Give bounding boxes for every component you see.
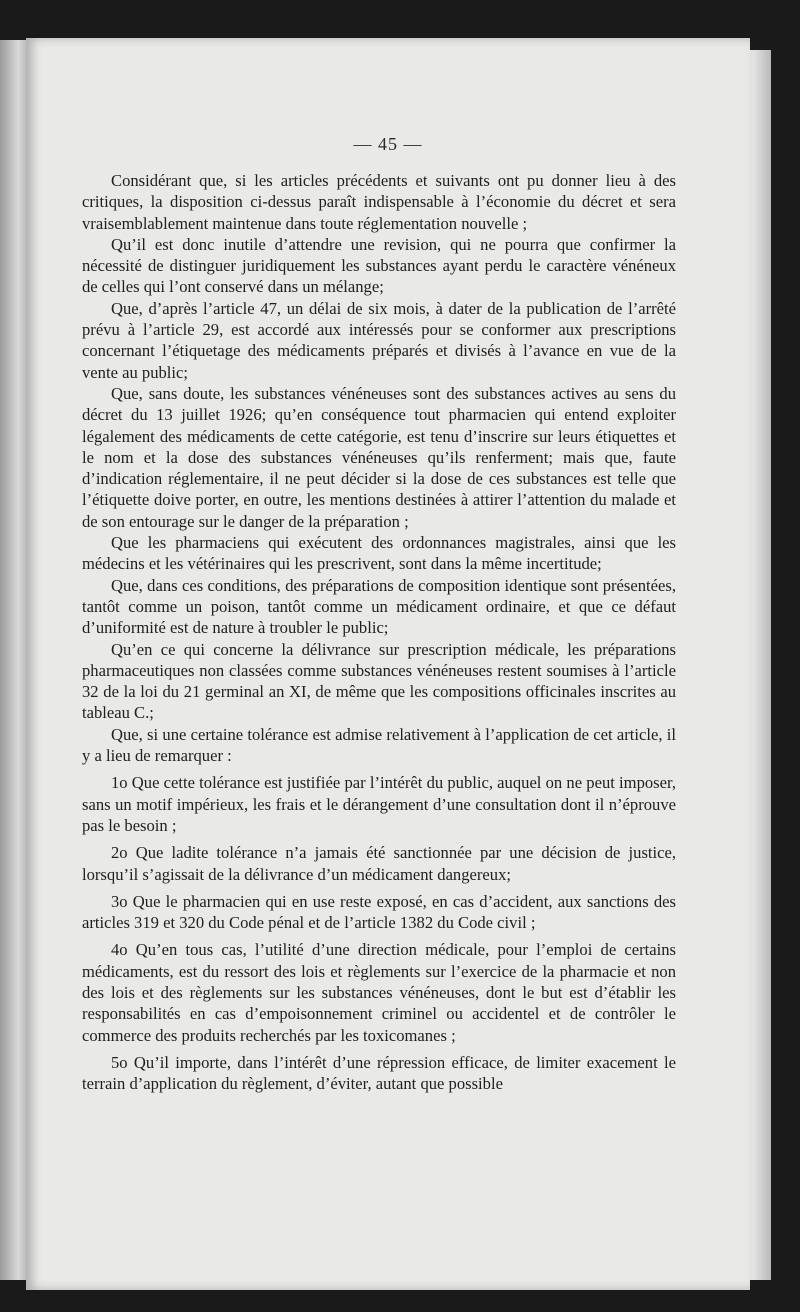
list-item: 5o Qu’il importe, dans l’intérêt d’une répression efficace, de limiter exacement le terrain d’application du règlement, d’éviter, autant que possible <box>82 1052 676 1094</box>
document-page <box>26 38 750 1290</box>
paragraph: Que, si une certaine tolérance est admise relativement à l’application de cet article, il y a lieu de remarquer : <box>82 724 676 766</box>
paragraph: Que, dans ces conditions, des préparations de composition identique sont présentées, tantôt comme un poison, tantôt comme un médicament ordinaire, et que ce défaut d’uniformité est de nature à troubler le public; <box>82 575 676 638</box>
previous-page-edge <box>0 40 27 1280</box>
paragraph: Que les pharmaciens qui exécutent des ordonnances magistrales, ainsi que les médecins et les vétérinaires qui les prescrivent, sont dans la même incertitude; <box>82 533 676 574</box>
list-item: 2o Que ladite tolérance n’a jamais été sanctionnée par une décision de justice, lorsqu’il s’agissait de la délivrance d’un médicament dangereux; <box>82 843 676 884</box>
list-item: 1o Que cette tolérance est justifiée par l’intérêt du public, auquel on ne peut imposer, sans un motif impérieux, les frais et le dérangement d’une consultation dont il n’éprouve pas le besoin ; <box>82 773 676 835</box>
body-text <box>82 170 676 1094</box>
paragraph: Qu’en ce qui concerne la délivrance sur prescription médicale, les préparations pharmaceutiques non classées comme substances vénéneuses restent soumises à l’article 32 de la loi du 21 germinal an XI, de même que les compositions officinales inscrites au tableau C.; <box>82 639 676 723</box>
page-number: — 45 — <box>353 134 423 154</box>
paragraph: Qu’il est donc inutile d’attendre une revision, qui ne pourra que confirmer la nécessité de distinguer juridiquement les substances ayant perdu le caractère vénéneux de celles qui l’ont conservé dans un mélange; <box>82 234 676 297</box>
list-item: 3o Que le pharmacien qui en use reste exposé, en cas d’accident, aux sanctions des articles 319 et 320 du Code pénal et de l’article 1382 du Code civil ; <box>82 891 676 933</box>
paragraph: Considérant que, si les articles précédents et suivants ont pu donner lieu à des critiques, la disposition ci-dessus paraît indispensable à l’économie du décret et sera vraisemblablement maintenue dans toute réglementation nouvelle ; <box>82 171 676 233</box>
list-item: 4o Qu’en tous cas, l’utilité d’une direction médicale, pour l’emploi de certains médicaments, est du ressort des lois et règlements sur l’exercice de la pharmacie et non des lois et des règlements sur les substances vénéneuses, dont le but est d’établir les responsabilités en cas d’empoisonnement criminel ou accidentel et de contrôler le commerce des produits recherchés par les toxicomanes ; <box>82 940 676 1045</box>
paragraph: Que, d’après l’article 47, un délai de six mois, à dater de la publication de l’arrêté prévu à l’article 29, est accordé aux intéressés pour se conformer aux prescriptions concernant l’étiquetage des médicaments préparés et divisés à l’avance en vue de la vente au public; <box>82 298 676 382</box>
paragraph: Que, sans doute, les substances vénéneuses sont des substances actives au sens du décret du 13 juillet 1926; qu’en conséquence tout pharmacien qui entend exploiter légalement des médicaments de cette catégorie, est tenu d’inscrire sur leurs étiquettes et le nom et la dose des substances vénéneuses qu’ils renferment; mais que, faute d’indication réglementaire, il ne peut décider si la dose de ces substances est telle que l’étiquette doive porter, en outre, les mentions destinées à attirer l’attention du malade et de son entourage sur le danger de la préparation ; <box>82 383 676 531</box>
